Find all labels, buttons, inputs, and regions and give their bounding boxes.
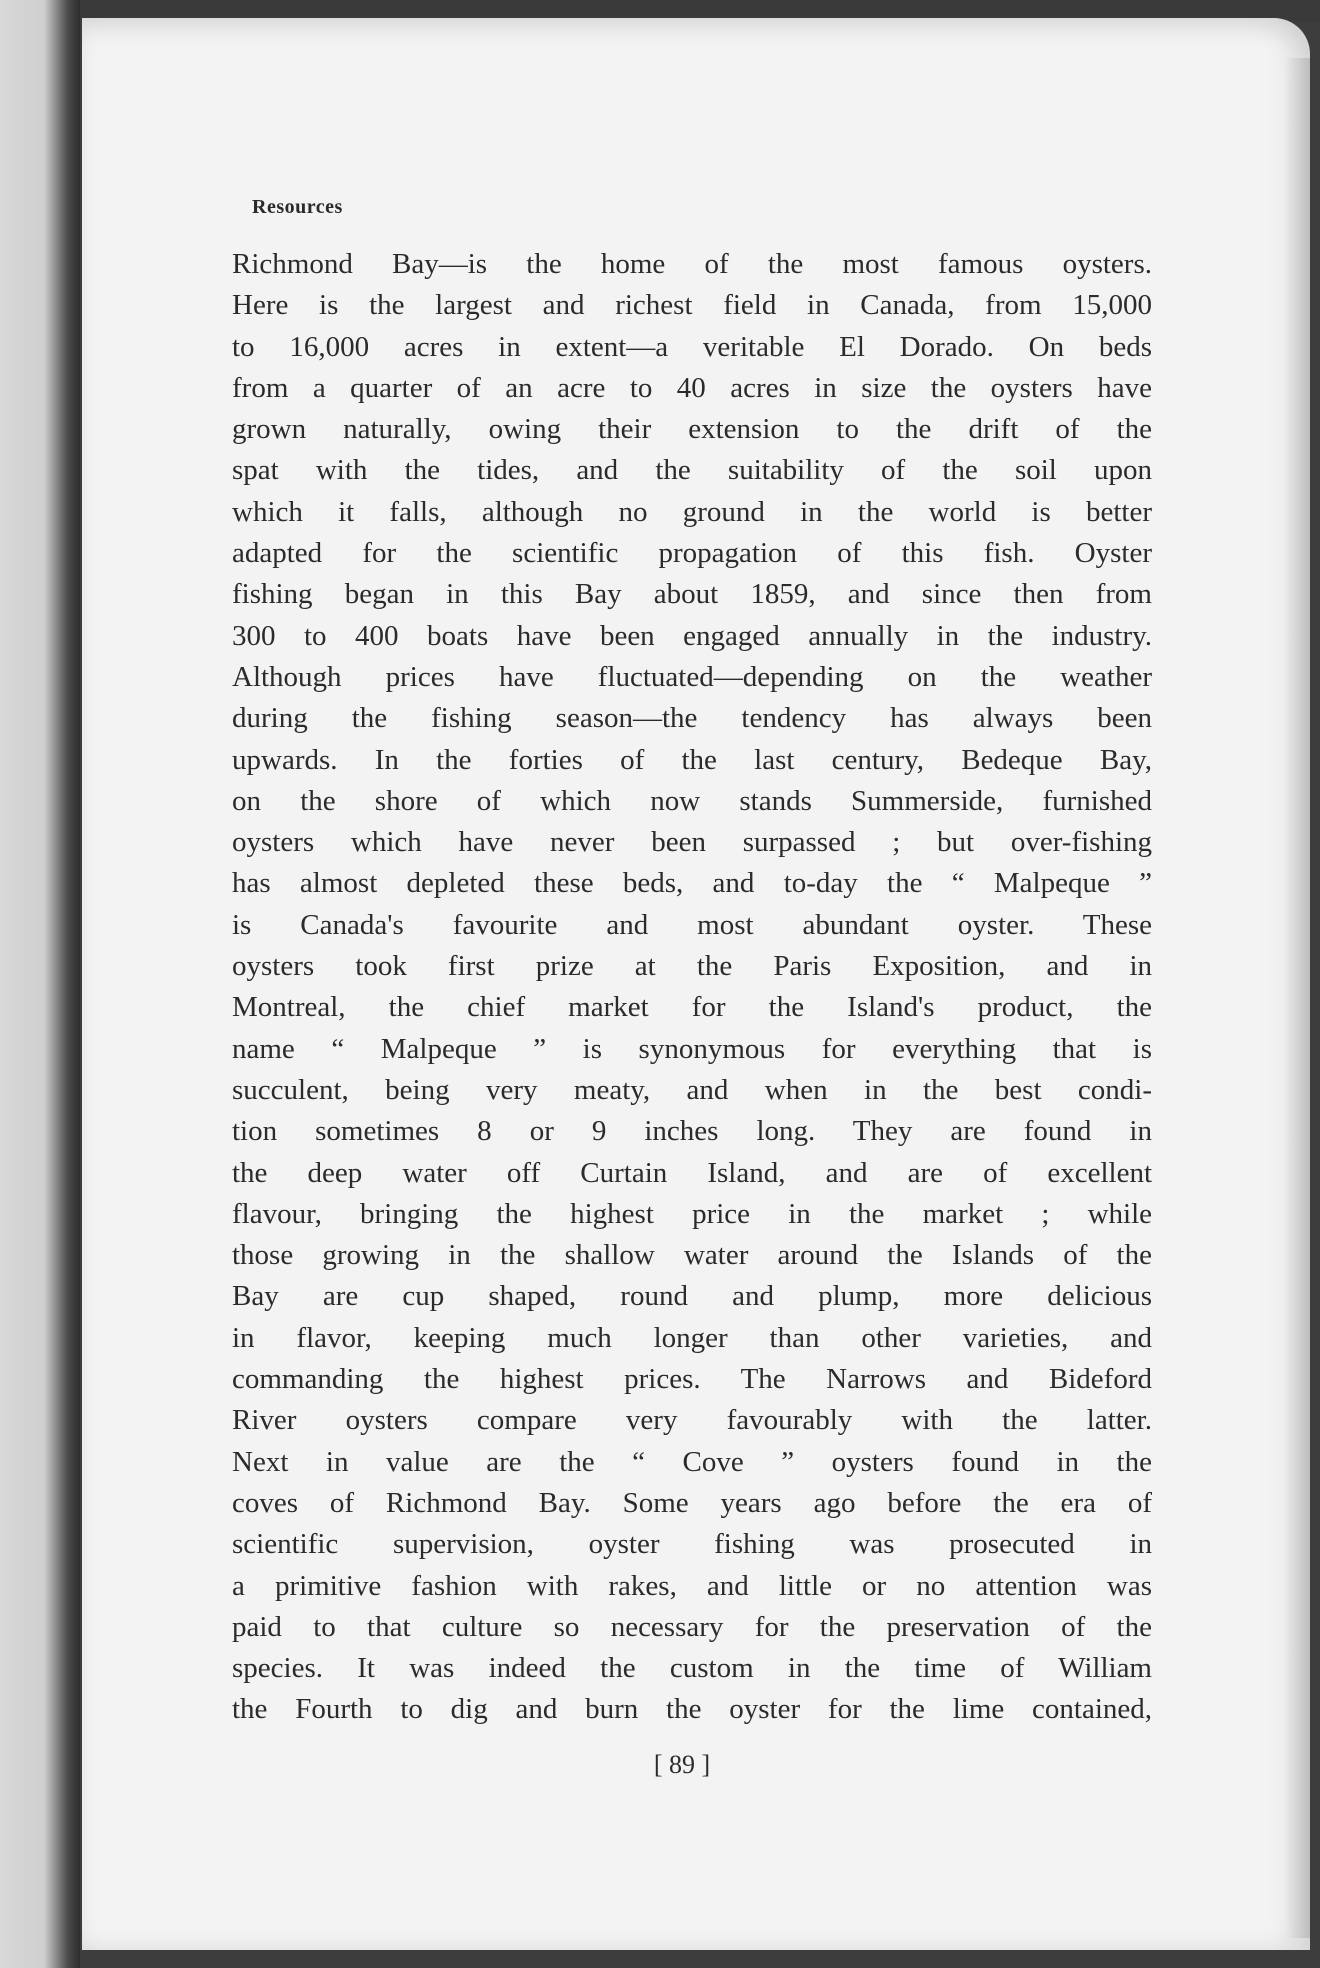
text-line: grown naturally, owing their extension to the drift of the <box>232 413 1152 446</box>
text-line: Richmond Bay—is the home of the most famous oysters. <box>232 248 1152 280</box>
text-line: the Fourth to dig and burn the oyster for the lime contained, <box>232 1693 1152 1726</box>
text-line: which it falls, although no ground in the world is better <box>232 495 1152 528</box>
text-line: name “ Malpeque ” is synonymous for everything that is <box>232 1032 1152 1065</box>
text-line: is Canada's favourite and most abundant oyster. These <box>232 908 1152 941</box>
text-line: coves of Richmond Bay. Some years ago before the era of <box>232 1486 1152 1519</box>
text-line: in flavor, keeping much longer than other varieties, and <box>232 1321 1152 1354</box>
book-page <box>82 18 1310 1950</box>
text-line: on the shore of which now stands Summerside, furnished <box>232 784 1152 817</box>
text-line: spat with the tides, and the suitability of the soil upon <box>232 454 1152 487</box>
text-line: has almost depleted these beds, and to-day the “ Malpeque ” <box>232 867 1152 900</box>
text-line: oysters which have never been surpassed ; but over-fishing <box>232 826 1152 859</box>
text-line: scientific supervision, oyster fishing was prosecuted in <box>232 1528 1152 1561</box>
page-number: [ 89 ] <box>653 1750 711 1779</box>
text-line: to 16,000 acres in extent—a veritable El Dorado. On beds <box>232 330 1152 363</box>
text-line: fishing began in this Bay about 1859, and since then from <box>232 578 1152 611</box>
text-line: Next in value are the “ Cove ” oysters found in the <box>232 1445 1152 1478</box>
text-line: River oysters compare very favourably with the latter. <box>232 1404 1152 1437</box>
text-line: species. It was indeed the custom in the time of William <box>232 1652 1152 1685</box>
text-line: upwards. In the forties of the last century, Bedeque Bay, <box>232 743 1152 776</box>
text-line: commanding the highest prices. The Narrows and Bideford <box>232 1363 1152 1396</box>
text-line: Bay are cup shaped, round and plump, more delicious <box>232 1280 1152 1313</box>
text-line: Here is the largest and richest field in Canada, from 15,000 <box>232 289 1152 322</box>
text-line: a primitive fashion with rakes, and little or no attention was <box>232 1569 1152 1602</box>
body-text <box>232 244 1152 1731</box>
text-line: flavour, bringing the highest price in the market ; while <box>232 1197 1152 1230</box>
text-line: oysters took first prize at the Paris Exposition, and in <box>232 950 1152 983</box>
text-line: the deep water off Curtain Island, and are of excellent <box>232 1156 1152 1189</box>
text-line: Although prices have fluctuated—depending on the weather <box>232 660 1152 693</box>
text-line: 300 to 400 boats have been engaged annually in the industry. <box>232 619 1152 652</box>
text-line: adapted for the scientific propagation of this fish. Oyster <box>232 537 1152 570</box>
left-page-edge <box>0 0 80 1968</box>
text-line: succulent, being very meaty, and when in the best condi- <box>232 1073 1152 1106</box>
text-line: from a quarter of an acre to 40 acres in size the oysters have <box>232 371 1152 404</box>
text-line: those growing in the shallow water around the Islands of the <box>232 1239 1152 1272</box>
text-line: tion sometimes 8 or 9 inches long. They are found in <box>232 1115 1152 1148</box>
running-head: Resources <box>252 196 343 218</box>
text-line: Montreal, the chief market for the Island's product, the <box>232 991 1152 1024</box>
text-line: during the fishing season—the tendency has always been <box>232 702 1152 735</box>
text-line: paid to that culture so necessary for the preservation of the <box>232 1610 1152 1643</box>
